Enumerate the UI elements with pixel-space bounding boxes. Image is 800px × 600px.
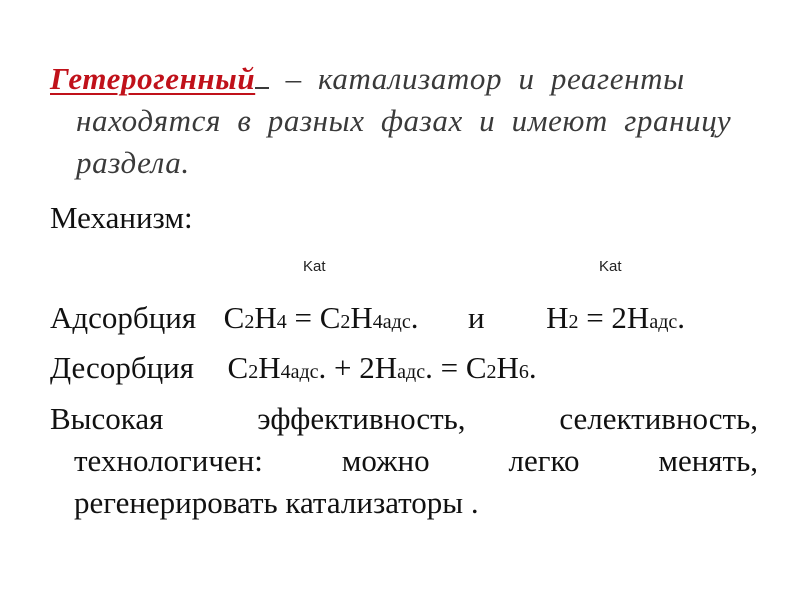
definition-text-1: – катализатор и реагенты	[285, 61, 685, 96]
adsorption-line	[50, 300, 685, 340]
term-heterogeneous: Гетерогенный	[50, 61, 256, 96]
adsorption-equation-1: C2H4 = C2H4адс.	[223, 300, 419, 335]
catalyst-label-1: Kat	[303, 258, 326, 275]
definition-text-3: раздела.	[76, 145, 190, 180]
conclusion-line-2: технологичен: можно легко менять,	[74, 443, 758, 478]
desorption-line	[50, 350, 537, 390]
desorption-label: Десорбция	[50, 350, 195, 385]
adsorption-label: Адсорбция	[50, 300, 197, 335]
underline-gap	[255, 67, 269, 89]
definition-text-2: находятся в разных фазах и имеют границу	[76, 103, 732, 138]
catalyst-label-2: Kat	[599, 258, 622, 275]
adsorption-and: и	[467, 300, 485, 335]
adsorption-equation-2: H2 = 2Hадс.	[546, 300, 686, 335]
definition-block	[50, 58, 760, 184]
desorption-equation: C2H4адс. + 2Hадс. = C2H6.	[227, 350, 537, 385]
conclusion-line-1: Высокая эффективность, селективность,	[50, 401, 758, 436]
conclusion-line-3: регенерировать катализаторы .	[74, 485, 479, 520]
conclusion-block	[50, 398, 758, 524]
mechanism-heading: Механизм:	[50, 200, 193, 235]
